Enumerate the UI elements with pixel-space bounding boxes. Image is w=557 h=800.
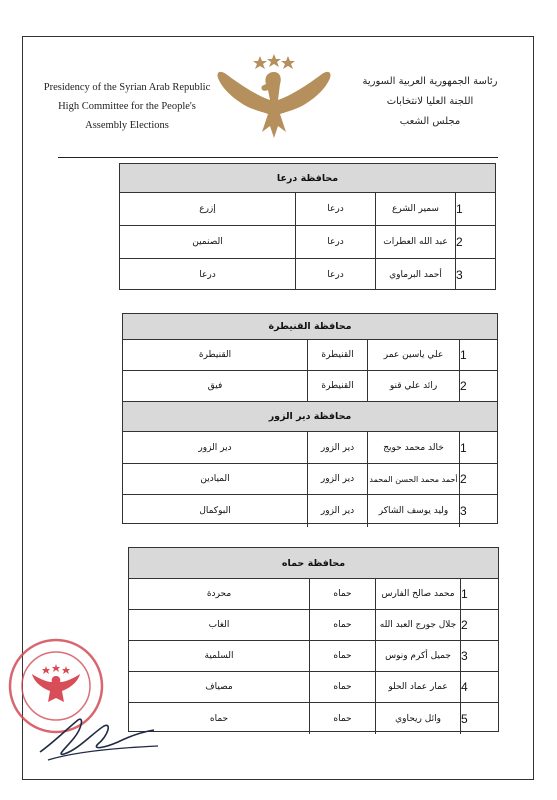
signature-icon <box>34 702 164 766</box>
row-number: 3 <box>459 495 497 527</box>
table-row <box>123 464 497 495</box>
member-name: أحمد محمد الحسن المحمد <box>367 464 459 494</box>
row-number: 1 <box>459 340 497 370</box>
governorate: درعا <box>295 259 375 290</box>
table-hama <box>128 547 499 732</box>
member-name: رائد علي قنو <box>367 371 459 401</box>
member-name: أحمد البرماوي <box>375 259 455 290</box>
row-number: 2 <box>459 371 497 401</box>
area: الصنمين <box>192 237 223 247</box>
member-name: وليد يوسف الشاكر <box>367 495 459 527</box>
member-name: محمد صالح الفارس <box>375 579 460 609</box>
table-row <box>129 641 498 672</box>
header-arabic-line-3: مجلس الشعب <box>399 116 461 127</box>
header-arabic-line-1: رئاسة الجمهورية العربية السورية <box>362 76 498 87</box>
table-quneitra-deir <box>122 313 498 524</box>
row-number: 3 <box>455 259 495 290</box>
table-row <box>129 672 498 703</box>
governorate: دير الزور <box>307 495 367 527</box>
member-name: سمير الشرع <box>375 193 455 225</box>
member-name: جلال جورج العبد الله <box>375 610 460 640</box>
member-name: عمار عماد الحلو <box>375 672 460 702</box>
table-row <box>120 193 495 226</box>
row-number: 1 <box>455 193 495 225</box>
governorate: دير الزور <box>307 432 367 463</box>
area: الميادين <box>200 474 230 484</box>
header-english <box>32 78 222 135</box>
area: البوكمال <box>199 506 231 516</box>
governorate: درعا <box>295 226 375 258</box>
member-name: علي ياسين عمر <box>367 340 459 370</box>
area: فيق <box>207 381 223 391</box>
governorate: حماه <box>309 579 375 609</box>
row-number: 2 <box>460 610 498 640</box>
governorate: حماه <box>309 672 375 702</box>
governorate: درعا <box>295 193 375 225</box>
table-row <box>129 579 498 610</box>
table-row <box>129 703 498 734</box>
area: حماه <box>209 713 229 724</box>
governorate: دير الزور <box>307 464 367 494</box>
area: إزرع <box>199 204 216 214</box>
header-divider <box>58 157 498 158</box>
member-name: وائل ريحاوي <box>375 703 460 734</box>
row-number: 2 <box>459 464 497 494</box>
table-row <box>123 371 497 402</box>
row-number: 1 <box>460 579 498 609</box>
header-english-line-3: Assembly Elections <box>85 120 169 131</box>
area: السلمية <box>204 651 234 661</box>
table-row <box>123 432 497 464</box>
governorate: حماه <box>309 610 375 640</box>
table-row <box>129 610 498 641</box>
row-number: 1 <box>459 432 497 463</box>
row-number: 5 <box>460 703 498 734</box>
governorate: القنيطرة <box>307 371 367 401</box>
eagle-emblem-icon <box>212 52 336 144</box>
table-row <box>120 259 495 290</box>
header-arabic-line-2: اللجنة العليا لانتخابات <box>386 96 474 107</box>
header-arabic <box>346 72 514 132</box>
area: القنيطرة <box>198 350 232 360</box>
area: مصياف <box>205 682 233 692</box>
table-title: محافظة حماه <box>129 548 498 578</box>
governorate: حماه <box>309 703 375 734</box>
area: محردة <box>206 589 232 599</box>
row-number: 4 <box>460 672 498 702</box>
member-name: خالد محمد حويج <box>367 432 459 463</box>
table-row <box>120 226 495 259</box>
header-english-line-1: Presidency of the Syrian Arab Republic <box>43 82 211 93</box>
row-number: 3 <box>460 641 498 671</box>
table-title: محافظة دير الزور <box>123 402 497 431</box>
area: الغاب <box>208 620 230 630</box>
table-row <box>123 495 497 527</box>
table-title: محافظة القنيطرة <box>123 314 497 339</box>
table-title: محافظة درعا <box>120 164 495 192</box>
area: درعا <box>199 269 216 280</box>
table-row <box>123 340 497 371</box>
member-name: عبد الله العطرات <box>375 226 455 258</box>
header-english-line-2: High Committee for the People's <box>58 101 196 112</box>
table-daraa <box>119 163 496 290</box>
governorate: حماه <box>309 641 375 671</box>
member-name: جميل أكرم ونوس <box>375 641 460 671</box>
row-number: 2 <box>455 226 495 258</box>
area: دير الزور <box>198 442 232 453</box>
governorate: القنيطرة <box>307 340 367 370</box>
